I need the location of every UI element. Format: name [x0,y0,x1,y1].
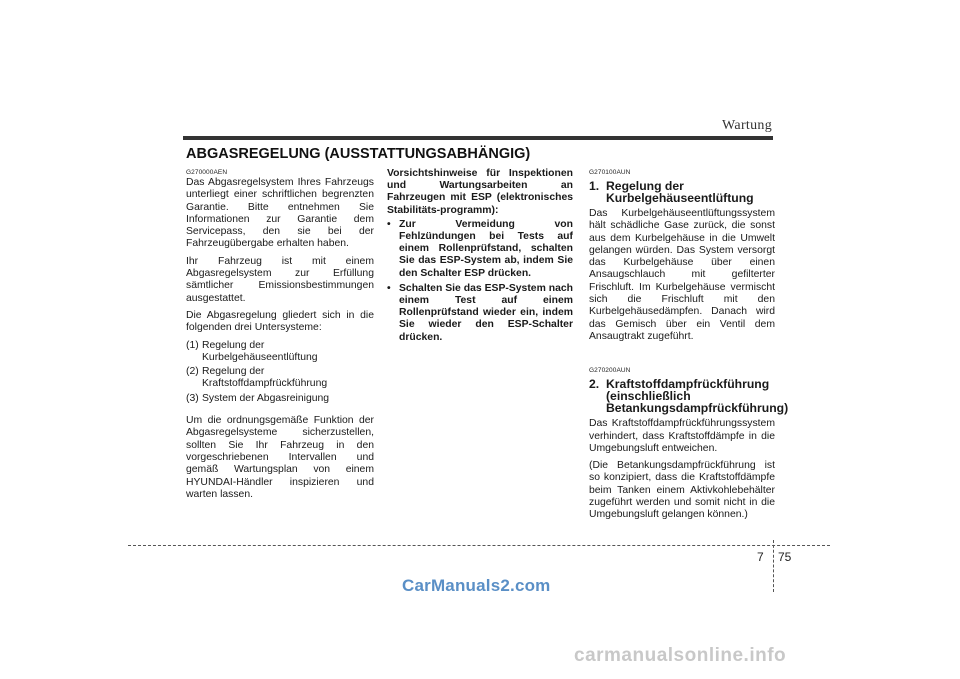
subheading-text: Kraftstoffdampfrückführung (einschließlich Betankungsdampfrückführung) [606,377,789,416]
bullet-text: Zur Vermeidung von Fehlzündungen bei Tests auf einem Rollenprüfstand, schalten Sie das ESP-System ab, indem Sie den Schalter ESP drücken. [399,218,573,279]
column-3 [589,168,789,527]
list-item [186,340,374,365]
list-item-number: (2) [186,366,199,378]
paragraph: Ihr Fahrzeug ist mit einem Abgasregelsystem zur Erfüllung sämtlicher Emissionsbestimmungen ausgestattet. [186,255,374,304]
list-item-text: Regelung der Kurbelgehäuseentlüftung [202,339,318,363]
list-item-number: (1) [186,339,199,351]
esp-caution-list [387,219,573,344]
bullet-icon: • [387,282,391,294]
paragraph: (Die Betankungsdampfrückführung ist so konzipiert, dass die Kraftstoffdämpfe beim Tanken einem Aktivkohlebehälter zugeführt werden und somit nicht in die Umgebungsluft gelangen können.) [589,460,775,521]
list-item-text: System der Abgasreinigung [202,392,330,404]
paragraph: Die Abgasregelung gliedert sich in die folgenden drei Untersysteme: [186,309,374,334]
footer-divider [773,540,774,592]
bullet-icon: • [387,218,391,230]
bullet-text: Schalten Sie das ESP-System nach einem Test auf einem Rollenprüfstand wieder ein, indem Sie wieder den ESP-Schalter drücken. [399,282,573,343]
bullet-item [387,219,573,280]
subheading-number: 2. [589,377,600,392]
footer-rule [128,545,830,546]
page-number: 75 [778,550,792,564]
subsystem-list [186,340,374,405]
chapter-number: 7 [757,550,764,564]
list-item-number: (3) [186,392,199,404]
watermark-top: CarManuals2.com [402,576,551,595]
paragraph: Das Abgasregelsystem Ihres Fahrzeugs unterliegt einer schriftlichen begrenzten Garantie. Bitte entnehmen Sie Informationen zur Garantie dem Servicepass, den sie bei der Fahrzeugübergabe erhalten haben. [186,177,374,250]
column-1 [186,168,374,506]
list-item [186,393,374,405]
bullet-item [387,283,573,344]
column-2 [387,168,573,347]
list-item-text: Regelung der Kraftstoffdampfrückführung [202,366,328,390]
subheading [589,180,775,204]
section-code: G270000AEN [186,169,228,176]
spacer [589,348,775,366]
section-label: Wartung [722,118,772,133]
subheading [589,377,789,416]
paragraph: Das Kurbelgehäuseentlüftungssystem hält schädliche Gase zurück, die sonst aus dem Kurbelgehäuse in die Umwelt gelangen würden. Das System versorgt das Kurbelgehäuse über einen Ansaugschlauch mit gefilterter Frischluft. Im Kurbelgehäuse vermischt sich die Frischluft mit den Kurbelgehäusedämpfen. Danach wird das Gemisch über ein Ventil dem Ansaugtrakt zugeführt. [589,208,775,342]
watermark-bottom: carmanualsonline.info [574,645,787,666]
subheading-text: Regelung der Kurbelgehäuseentlüftung [606,179,754,205]
paragraph: Das Kraftstoffdampfrückführungssystem verhindert, dass Kraftstoffdämpfe in die Umgebungsluft entweichen. [589,418,775,454]
list-item [186,366,374,391]
page-title: ABGASREGELUNG (AUSSTATTUNGSABHÄNGIG) [186,146,531,162]
esp-caution-intro: Vorsichtshinweise für Inspektionen und Wartungsarbeiten an Fahrzeugen mit ESP (elektronisches Stabilitäts-programm): [387,168,573,216]
paragraph: Um die ordnungsgemäße Funktion der Abgasregelsysteme sicherzustellen, sollten Sie Ihr Fahrzeug in den vorgeschriebenen Intervallen und gemäß Wartungsplan von einem HYUNDAI-Händler inspizieren und warten lassen. [186,415,374,500]
header-rule [183,136,773,140]
subheading-number: 1. [589,179,600,193]
section-code: G270100AUN [589,169,631,176]
section-code: G270200AUN [589,367,631,375]
